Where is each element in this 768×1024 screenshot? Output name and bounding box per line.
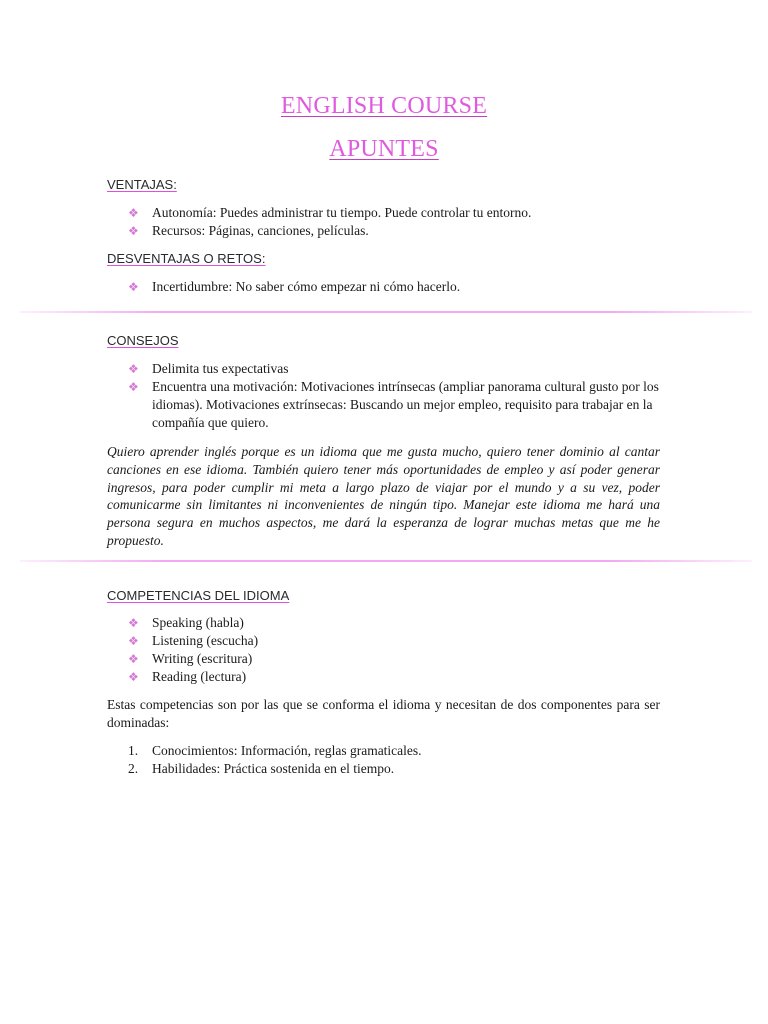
motivation-paragraph: Quiero aprender inglés porque es un idioma que me gusta mucho, quiero tener dominio al cantar canciones en ese idioma. También quiero tener más oportunidades de empleo y así poder generar ingresos, para poder cumplir mi meta a largo plazo de viajar por el mundo y a su vez, poder comunicarme sin limitantes ni inconvenientes de ningún tipo. Manejar este idioma me hará una persona segura en muchos aspectos, me dará la esperanza de lograr muchas metas que me he propuesto. [107,444,660,548]
list-item [128,222,668,240]
diamond-bullet-icon: ❖ [128,380,139,394]
competencias-paragraph: Estas competencias son por las que se conforma el idioma y necesitan de dos componentes para ser dominadas: [107,697,660,730]
diamond-bullet-icon: ❖ [128,224,139,238]
list-item-text: Encuentra una motivación: Motivaciones intrínsecas (ampliar panorama cultural gusto por los idiomas). Motivaciones extrínsecas: Buscando un mejor empleo, requisito para trabajar en la compañía que quiero. [152,379,659,430]
consejos-list [128,360,668,432]
list-item [128,360,668,378]
section-heading-consejos: CONSEJOS [107,333,179,348]
list-item [128,614,668,632]
list-item-text: Reading (lectura) [152,669,247,684]
diamond-bullet-icon: ❖ [128,652,139,666]
section-heading-competencias: COMPETENCIAS DEL IDIOMA [107,588,290,603]
diamond-bullet-icon: ❖ [128,206,139,220]
diamond-bullet-icon: ❖ [128,362,139,376]
numbered-item-text: Conocimientos: Información, reglas gramaticales. [152,743,422,758]
list-item-text: Delimita tus expectativas [152,361,289,376]
document-subtitle: APUNTES [329,136,439,162]
list-item-text: Writing (escritura) [152,651,253,666]
section-divider [20,311,752,313]
numbered-item [128,742,648,760]
competencias-list [128,614,668,686]
diamond-bullet-icon: ❖ [128,616,139,630]
section-heading-ventajas: VENTAJAS: [107,177,177,192]
desventajas-list [128,278,668,296]
ventajas-list [128,204,668,240]
document-title: ENGLISH COURSE [280,93,488,119]
components-numbered-list [128,742,648,778]
list-item-text: Recursos: Páginas, canciones, películas. [152,223,369,238]
list-item [128,650,668,668]
section-divider [20,560,752,562]
list-item [128,668,668,686]
list-item-text: Autonomía: Puedes administrar tu tiempo. Puede controlar tu entorno. [152,205,532,220]
diamond-bullet-icon: ❖ [128,670,139,684]
numbered-item-text: Habilidades: Práctica sostenida en el tiempo. [152,761,395,776]
list-item [128,378,668,432]
list-item-text: Speaking (habla) [152,615,244,630]
list-item [128,632,668,650]
item-number: 2. [128,761,139,776]
list-item-text: Incertidumbre: No saber cómo empezar ni cómo hacerlo. [152,279,461,294]
list-item [128,204,668,222]
list-item [128,278,668,296]
numbered-item [128,760,648,778]
diamond-bullet-icon: ❖ [128,280,139,294]
diamond-bullet-icon: ❖ [128,634,139,648]
section-heading-desventajas: DESVENTAJAS O RETOS: [107,251,266,266]
list-item-text: Listening (escucha) [152,633,259,648]
item-number: 1. [128,743,139,758]
